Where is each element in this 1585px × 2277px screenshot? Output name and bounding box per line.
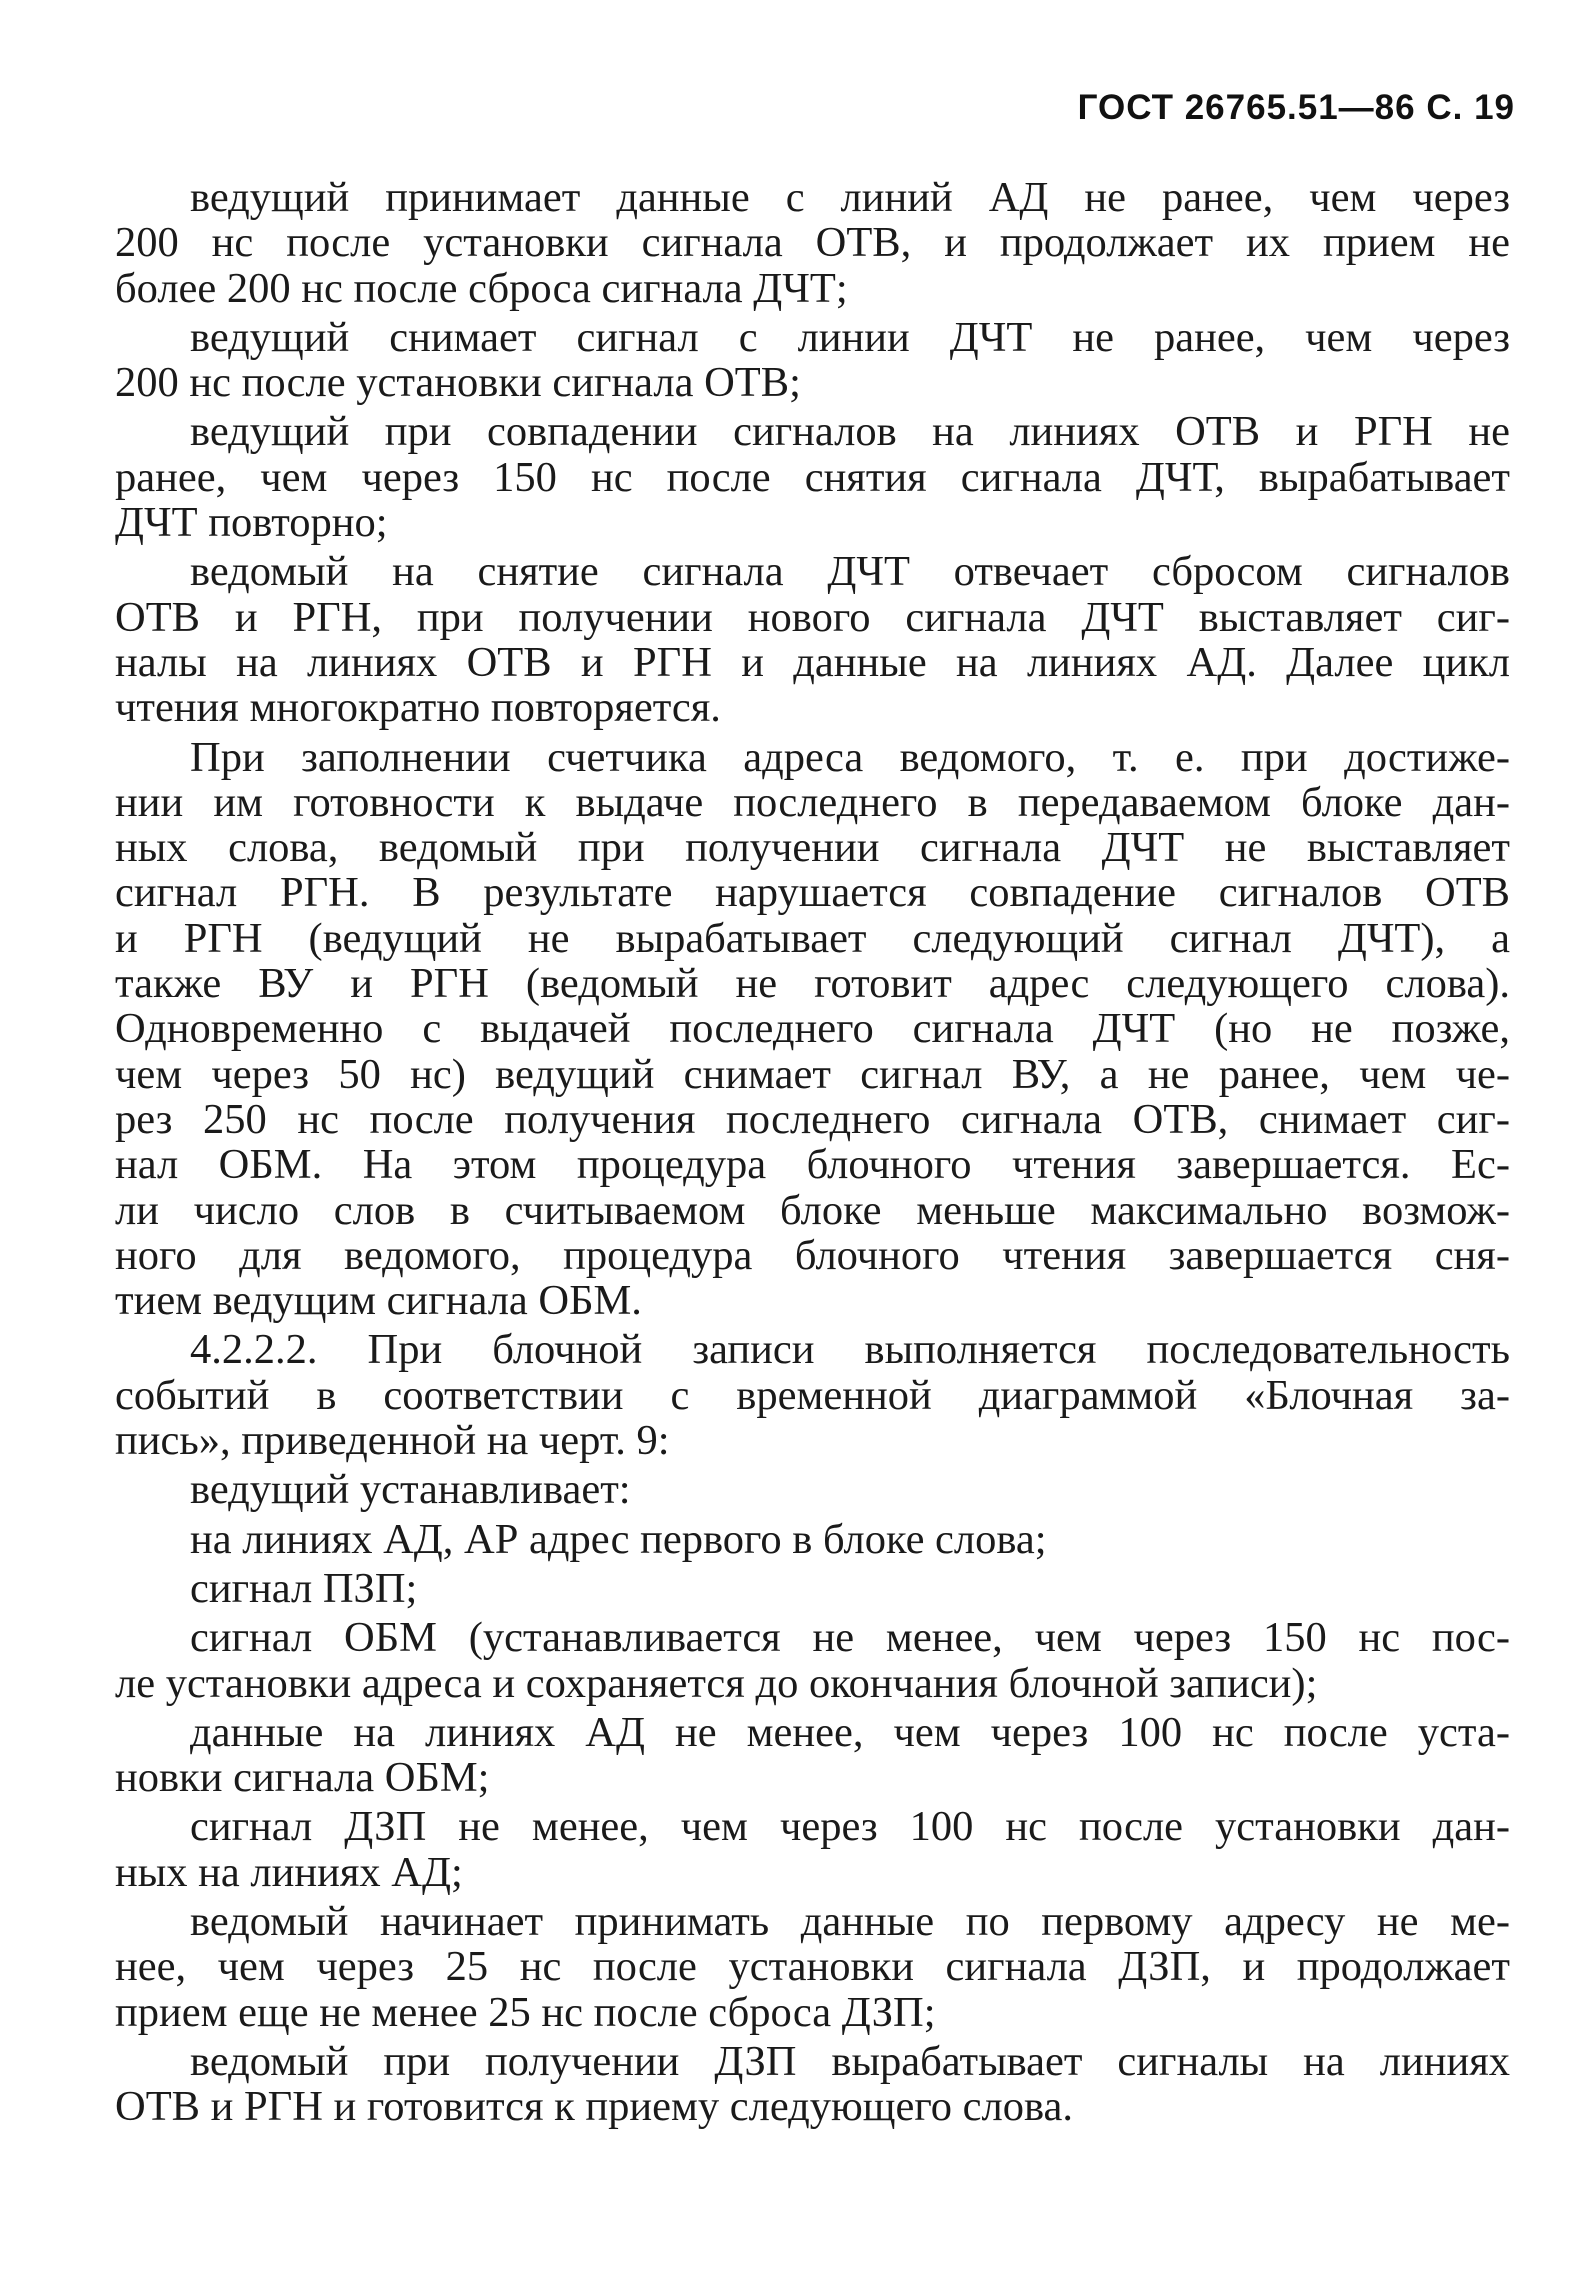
page-header: ГОСТ 26765.51—86 С. 19	[1077, 88, 1515, 127]
text-line: и РГН (ведущий не вырабатывает следующий сигнал ДЧТ), а	[115, 914, 1510, 962]
text-line: ведущий устанавливает:	[190, 1466, 631, 1514]
paragraph	[115, 175, 1510, 311]
text-line: более 200 нс после сброса сигнала ДЧТ;	[115, 264, 848, 312]
text-line: ведущий принимает данные с линий АД не ранее, чем через	[190, 174, 1510, 221]
text-line: на линиях АД, АР адрес первого в блоке слова;	[190, 1515, 1047, 1563]
text-line: чтения многократно повторяется.	[115, 684, 721, 732]
text-line: нее, чем через 25 нс после установки сигнала ДЗП, и продолжает	[115, 1943, 1510, 1991]
text-line: ведущий снимает сигнал с линии ДЧТ не ранее, чем через	[190, 313, 1510, 361]
text-line: пись», приведенной на черт. 9:	[115, 1417, 670, 1465]
text-line: нии им готовности к выдаче последнего в передаваемом блоке дан-	[115, 778, 1510, 826]
text-line: сигнал ДЗП не менее, чем через 100 нс после установки дан-	[190, 1803, 1510, 1851]
text-line: тием ведущим сигнала ОБМ.	[115, 1277, 642, 1325]
text-line: ранее, чем через 150 нс после снятия сигнала ДЧТ, вырабатывает	[115, 453, 1510, 501]
paragraph	[115, 1615, 1510, 1706]
paragraph	[115, 409, 1510, 545]
text-line: 200 нс после установки сигнала ОТВ, и продолжает их прием не	[115, 219, 1510, 267]
paragraph	[115, 2039, 1510, 2130]
text-line: ДЧТ повторно;	[115, 499, 388, 547]
text-line: ле установки адреса и сохраняется до окончания блочной записи);	[115, 1659, 1318, 1707]
text-line: новки сигнала ОБМ;	[115, 1754, 490, 1802]
text-line: 4.2.2.2. При блочной записи выполняется последовательность	[190, 1326, 1510, 1374]
text-line: сигнал ОБМ (устанавливается не менее, чем через 150 нс пос-	[190, 1614, 1510, 1662]
text-line: сигнал РГН. В результате нарушается совпадение сигналов ОТВ	[115, 869, 1510, 917]
paragraph	[115, 1467, 1510, 1512]
text-line: ли число слов в считываемом блоке меньше максимально возмож-	[115, 1186, 1510, 1234]
paragraph	[115, 315, 1510, 406]
text-line: Одновременно с выдачей последнего сигнала ДЧТ (но не позже,	[115, 1005, 1510, 1053]
text-line: ведущий при совпадении сигналов на линиях ОТВ и РГН не	[190, 408, 1510, 456]
text-line: При заполнении счетчика адреса ведомого, т. е. при достиже-	[190, 733, 1510, 781]
paragraph	[115, 1804, 1510, 1895]
text-line: прием еще не менее 25 нс после сброса ДЗП;	[115, 1988, 936, 2036]
text-line: также ВУ и РГН (ведомый не готовит адрес следующего слова).	[115, 960, 1510, 1008]
body-text	[115, 175, 1510, 2133]
paragraph	[115, 735, 1510, 1324]
text-line: ведомый начинает принимать данные по первому адресу не ме-	[190, 1897, 1510, 1945]
text-line: ного для ведомого, процедура блочного чтения завершается сня-	[115, 1231, 1510, 1279]
text-line: чем через 50 нс) ведущий снимает сигнал ВУ, а не ранее, чем че-	[115, 1050, 1510, 1098]
paragraph	[115, 1710, 1510, 1801]
text-line: нал ОБМ. На этом процедура блочного чтения завершается. Ес-	[115, 1141, 1510, 1189]
paragraph	[115, 1327, 1510, 1463]
text-line: сигнал ПЗП;	[190, 1564, 418, 1612]
text-line: данные на линиях АД не менее, чем через 100 нс после уста-	[190, 1708, 1510, 1756]
text-line: ных на линиях АД;	[115, 1848, 463, 1896]
text-line: ОТВ и РГН, при получении нового сигнала ДЧТ выставляет сиг-	[115, 593, 1510, 641]
paragraph	[115, 1517, 1510, 1562]
text-line: 200 нс после установки сигнала ОТВ;	[115, 359, 801, 407]
text-line: рез 250 нс после получения последнего сигнала ОТВ, снимает сиг-	[115, 1095, 1510, 1143]
text-line: ных слова, ведомый при получении сигнала ДЧТ не выставляет	[115, 824, 1510, 872]
paragraph	[115, 549, 1510, 730]
text-line: ОТВ и РГН и готовится к приему следующего слова.	[115, 2083, 1073, 2131]
text-line: ведомый при получении ДЗП вырабатывает сигналы на линиях	[190, 2037, 1510, 2085]
text-line: событий в соответствии с временной диаграммой «Блочная за-	[115, 1371, 1510, 1419]
text-line: ведомый на снятие сигнала ДЧТ отвечает сбросом сигналов	[190, 548, 1510, 596]
paragraph	[115, 1899, 1510, 2035]
text-line: налы на линиях ОТВ и РГН и данные на линиях АД. Далее цикл	[115, 638, 1510, 686]
paragraph	[115, 1566, 1510, 1611]
